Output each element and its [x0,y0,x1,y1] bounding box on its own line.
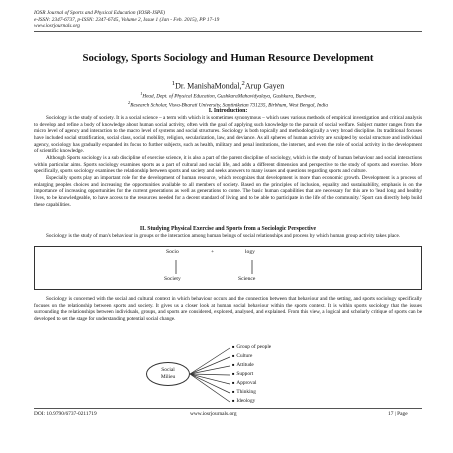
affiliations [34,91,422,110]
factor-item: ■ Attitude [232,362,254,368]
factor-item: ■ Group of people [232,344,271,350]
figure1-science: Science [238,276,256,282]
figure1-connectors [35,247,423,291]
paragraph: Sociology is the study of man's behaviour in groups or the interaction among human beings of social relationships and process by which human group activity takes place. [46,233,401,239]
figure1-society: Society [164,276,181,282]
section1-body [34,115,422,208]
author1: Dr. ManishaMondal [175,81,240,91]
factor-item: ■ Approval [232,380,256,386]
figure-social-milieu [34,344,422,406]
author1-sup: 1 [171,80,176,87]
factor-item: ■ Thinking [232,389,256,395]
figure1-plus: + [211,249,215,255]
figure1-logy: logy [245,249,255,255]
factor-item: ■ Ideology [232,398,255,404]
factor-item: ■ Support [232,371,253,377]
journal-header [34,10,234,30]
journal-website: www.iosrjournals.org [34,23,80,30]
footer-doi: DOI: 10.9790/6737-0211719 [34,411,97,417]
section2-body [34,296,422,323]
journal-issn: e-ISSN: 2347-6737, p-ISSN: 2347-6745, Volume 2, Issue 1 (Jan - Feb. 2015), PP 17-19 [34,16,220,23]
paragraph: Sociology is the study of society. It is a social science – a term with which it is sometimes synonymous – which uses various methods of empirical investigation and critical analysis to develop and refine a body of knowledge about human social activity, often with the goal of applying such knowledge to the pursuit of social welfare. Subject matter ranges from the micro level of agency and interaction to the macro level of systems and social structures. Sociology is both topically and methodologically a very broad discipline. Its traditional focuses have included social stratification, social class, social mobility, religion, secularization, law, and deviance. As all spheres of human activity are sculpted by social structure and individual agency, sociology has gradually expanded its focus to further subjects, such as health, military and penal institutions, the internet, and even the role of social activity in the development of scientific knowledge. [34,115,422,155]
paragraph: Although Sports sociology is a sub discipline of exercise science, it is also a part of the parent discipline of sociology, which is the study of human behaviour and social interactions within particular aims. Sports sociology examines sports as a part of cultural and social life, and adds a different dimension and perspective to the study of sports and exercise. More specifically, sports sociology examines the relationship between sports and society and seeks answers to many issues and questions regarding sports and culture. [34,154,422,175]
author-line: $^1$Dr. ManishaMondal,$^2$Arup Gayen [171,80,285,91]
figure2-connectors [34,344,422,406]
section2-intro [34,233,422,240]
journal-name: IOSR Journal of Sports and Physical Education (IOSR-JSPE) [34,10,166,16]
footer-page: 17 | Page [388,411,408,417]
figure1-socio: Socio [166,249,179,255]
affiliation-2: $^2$Research Scholar, Visva-Bharati University, Santiniketan 731235, Birbhum, West Bengal, India [128,100,328,110]
footer-website: www.iosrjournals.org [190,411,237,417]
paper-title: Sociology, Sports Sociology and Human Resource Development [82,52,374,64]
header-rule [34,31,422,32]
section-heading-introduction: I. Introduction: [208,108,248,114]
factor-item: ■ Culture [232,353,252,359]
section-heading-perspective: II. Studying Physical Exercise and Sports from a Sociologic Perspective [139,226,317,232]
social-milieu-node: Social Milieu [146,362,190,386]
paragraph: Sociology is concerned with the social and cultural context in which behaviour occurs and the connection between that behaviour and the setting, and sports sociology specifically focuses on the relationship between sports and society. It gives us a closer look at human social behaviour within the sports context. It is within sports sociology that the issues surrounding the relationships between individuals, groups, and sports are considered, explored, analysed, and explained. From this view, a logical and scholarly critique of sports can be developed to set the stage for understanding potential social change. [34,296,422,322]
figure-socio-logy [34,246,422,290]
paragraph: Especially sports play an important role for the development of human resource, which recognizes that development is more than economic growth. Development is a process of enlarging peoples choices and increasing the opportunities available to all members of society. Based on the principles of inclusion, equality and sustainability, emphasis is on the importance of increasing opportunities for the current generations as well as generations to come. The basic human capabilities that are necessary for this are to 'lead long and healthy lives, to be knowledgeable, to have access to the resources needed for a decent standard of living and to be able to participate in the life of the community.' Sport can directly help build these capabilities. [34,174,422,208]
affiliation-1: $^1$Head, Dept. of Physical Education, GushkaraMahavidyalaya, Gushkara, Burdwan, [140,91,316,100]
author2: Arup Gayen [244,81,285,91]
footer-rule [34,408,422,409]
author2-sup: 2 [241,80,245,87]
